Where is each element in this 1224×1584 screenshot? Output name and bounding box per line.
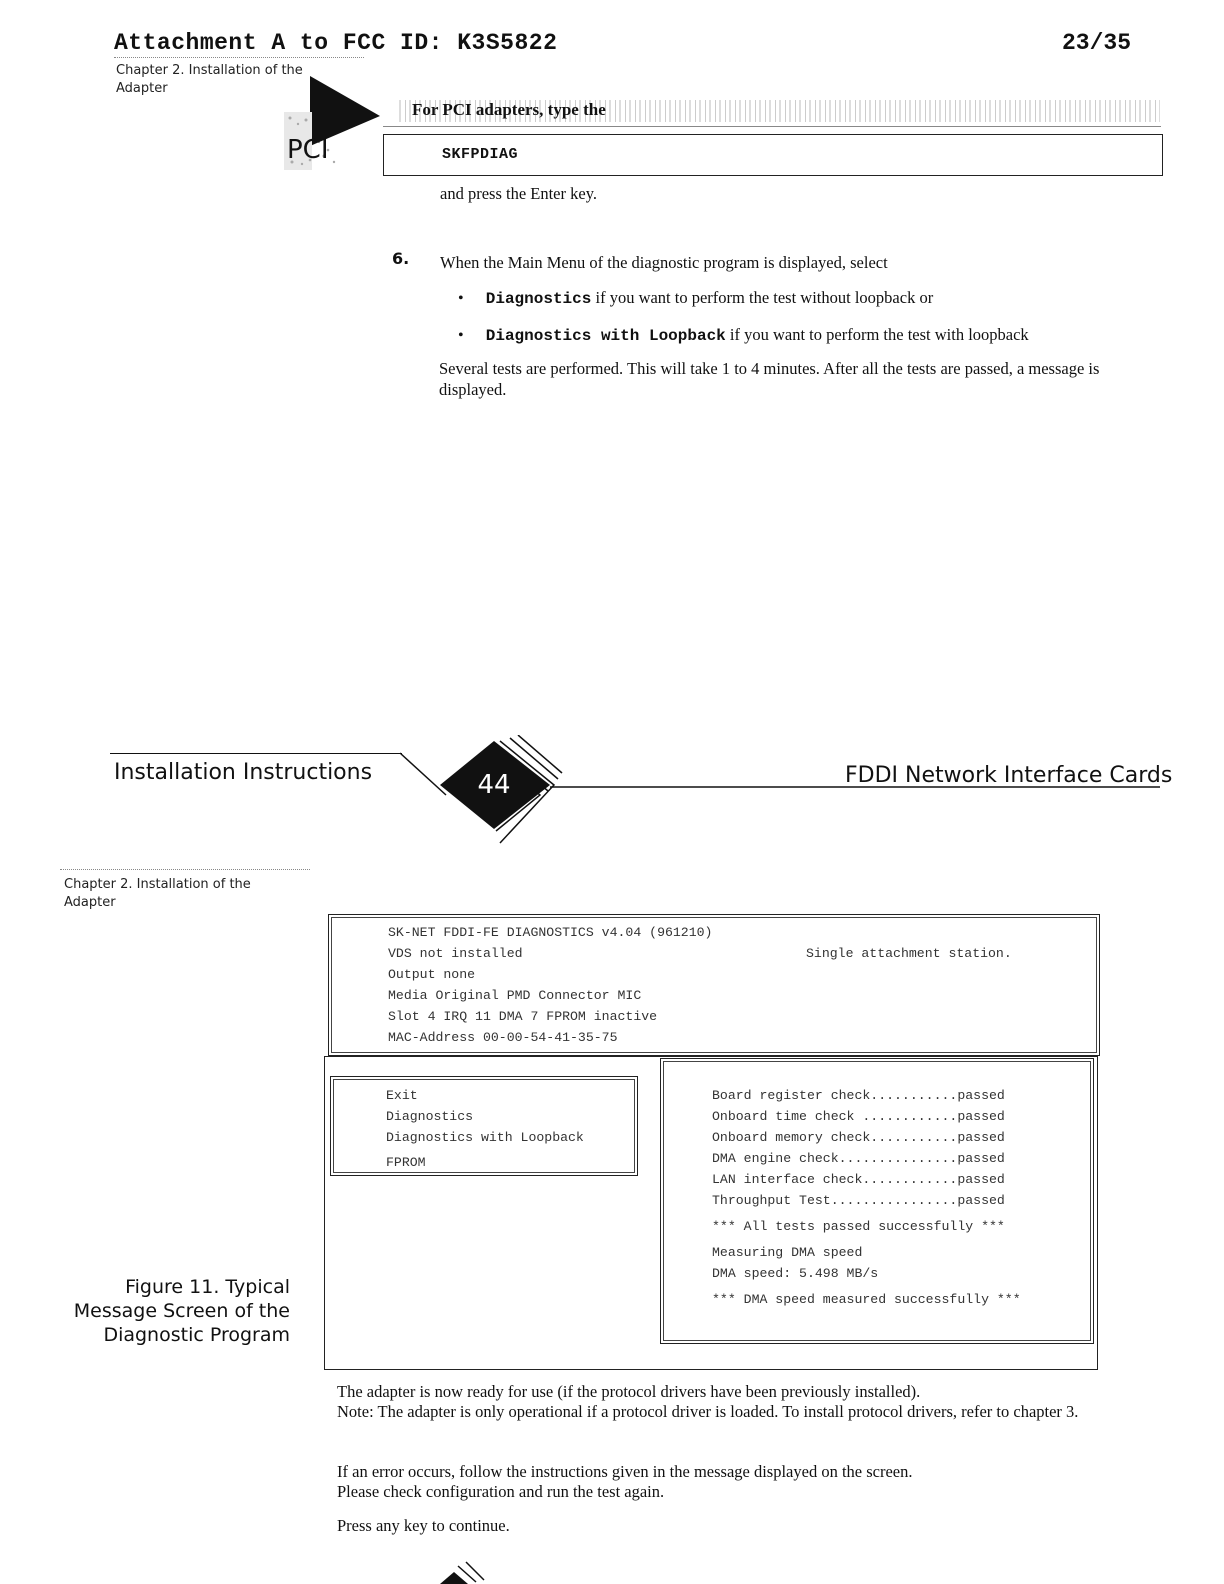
footer-page-number: 44 bbox=[477, 770, 511, 800]
footer-right-text: FDDI Network Interface Cards bbox=[845, 763, 1173, 788]
document-header-title: Attachment A to FCC ID: K3S5822 bbox=[114, 30, 558, 56]
measuring-dma: Measuring DMA speed bbox=[712, 1245, 863, 1260]
chapter-divider bbox=[114, 57, 364, 58]
banner-rule bbox=[383, 126, 1161, 127]
chapter-label-line2: Adapter bbox=[116, 81, 168, 96]
bullet-text: if you want to perform the test with loopback bbox=[725, 325, 1029, 344]
enter-instruction: and press the Enter key. bbox=[440, 184, 597, 203]
info-line: SK-NET FDDI-FE DIAGNOSTICS v4.04 (961210) bbox=[388, 925, 713, 940]
pci-arrow-icon bbox=[284, 74, 384, 174]
after-paragraph-1 bbox=[337, 1382, 1137, 1422]
test-result-row: Onboard memory check...........passed bbox=[712, 1130, 1005, 1145]
info-line: Slot 4 IRQ 11 DMA 7 FPROM inactive bbox=[388, 1009, 658, 1024]
test-result-row: Onboard time check ............passed bbox=[712, 1109, 1005, 1124]
chapter-label-top bbox=[116, 62, 303, 98]
command-text: SKFPDIAG bbox=[442, 146, 519, 163]
chapter-divider bbox=[60, 869, 310, 870]
all-tests-passed: *** All tests passed successfully *** bbox=[712, 1219, 1005, 1234]
menu-items bbox=[386, 1085, 584, 1173]
pci-logo-text: PCI bbox=[287, 135, 329, 165]
step-result: Several tests are performed. This will take 1 to 4 minutes. After all the tests are passed, a message is displayed. bbox=[439, 359, 1100, 399]
menu-item-diagnostics[interactable]: Diagnostics bbox=[386, 1109, 474, 1124]
dma-success: *** DMA speed measured successfully *** bbox=[712, 1292, 1021, 1307]
continue-text: Press any key to continue. bbox=[337, 1516, 510, 1535]
bullet-code: Diagnostics with Loopback bbox=[485, 327, 726, 345]
menu-item-exit[interactable]: Exit bbox=[386, 1088, 418, 1103]
step-intro: When the Main Menu of the diagnostic program is displayed, select bbox=[440, 253, 888, 272]
page-diamond-icon bbox=[390, 735, 1173, 847]
after-paragraph-2 bbox=[337, 1462, 1137, 1502]
test-results bbox=[712, 1085, 1021, 1310]
info-lines bbox=[388, 922, 712, 1048]
next-page-diamond-icon bbox=[420, 1552, 500, 1584]
bullet-text: if you want to perform the test without loopback or bbox=[591, 288, 934, 307]
footer-rule-left bbox=[110, 753, 402, 754]
menu-item-diagnostics-loopback[interactable]: Diagnostics with Loopback bbox=[386, 1130, 584, 1145]
step-number: 6. bbox=[392, 249, 410, 268]
bullet-icon: • bbox=[458, 290, 464, 307]
figure-caption: Figure 11. Typical Message Screen of the Diagnostic Program bbox=[73, 1276, 290, 1346]
test-result-row: DMA engine check...............passed bbox=[712, 1151, 1005, 1166]
info-line: Media Original PMD Connector MIC bbox=[388, 988, 642, 1003]
pci-banner bbox=[396, 100, 1160, 122]
config-text: Please check configuration and run the test again. bbox=[337, 1482, 665, 1501]
command-box bbox=[383, 134, 1163, 176]
pci-banner-text: For PCI adapters, type the bbox=[412, 100, 606, 119]
error-text: If an error occurs, follow the instructions given in the message displayed on the screen. bbox=[337, 1462, 913, 1481]
note-text: Note: The adapter is only operational if a protocol driver is loaded. To install protocol drivers, refer to chapter 3. bbox=[337, 1402, 1079, 1421]
info-line: Output none bbox=[388, 967, 476, 982]
chapter-label-line2: Adapter bbox=[64, 895, 116, 910]
bullet-item bbox=[458, 324, 1029, 347]
ready-text: The adapter is now ready for use (if the protocol drivers have been previously installed). bbox=[337, 1382, 921, 1401]
test-result-row: LAN interface check............passed bbox=[712, 1172, 1005, 1187]
page-counter: 23/35 bbox=[1062, 30, 1132, 56]
bullet-item bbox=[458, 287, 933, 310]
chapter-label-bottom bbox=[64, 876, 251, 912]
station-type: Single attachment station. bbox=[806, 946, 1012, 961]
footer-left-text: Installation Instructions bbox=[114, 760, 373, 785]
info-line: VDS not installed bbox=[388, 946, 523, 961]
chapter-label-line1: Chapter 2. Installation of the bbox=[116, 63, 303, 78]
test-result-row: Throughput Test................passed bbox=[712, 1193, 1005, 1208]
menu-item-fprom[interactable]: FPROM bbox=[386, 1155, 426, 1170]
test-result-row: Board register check...........passed bbox=[712, 1088, 1005, 1103]
bullet-icon: • bbox=[458, 327, 464, 344]
bullet-code: Diagnostics bbox=[485, 290, 592, 308]
dma-speed: DMA speed: 5.498 MB/s bbox=[712, 1266, 879, 1281]
diagnostic-screen bbox=[324, 910, 1098, 1370]
info-line: MAC-Address 00-00-54-41-35-75 bbox=[388, 1030, 618, 1045]
chapter-label-line1: Chapter 2. Installation of the bbox=[64, 877, 251, 892]
